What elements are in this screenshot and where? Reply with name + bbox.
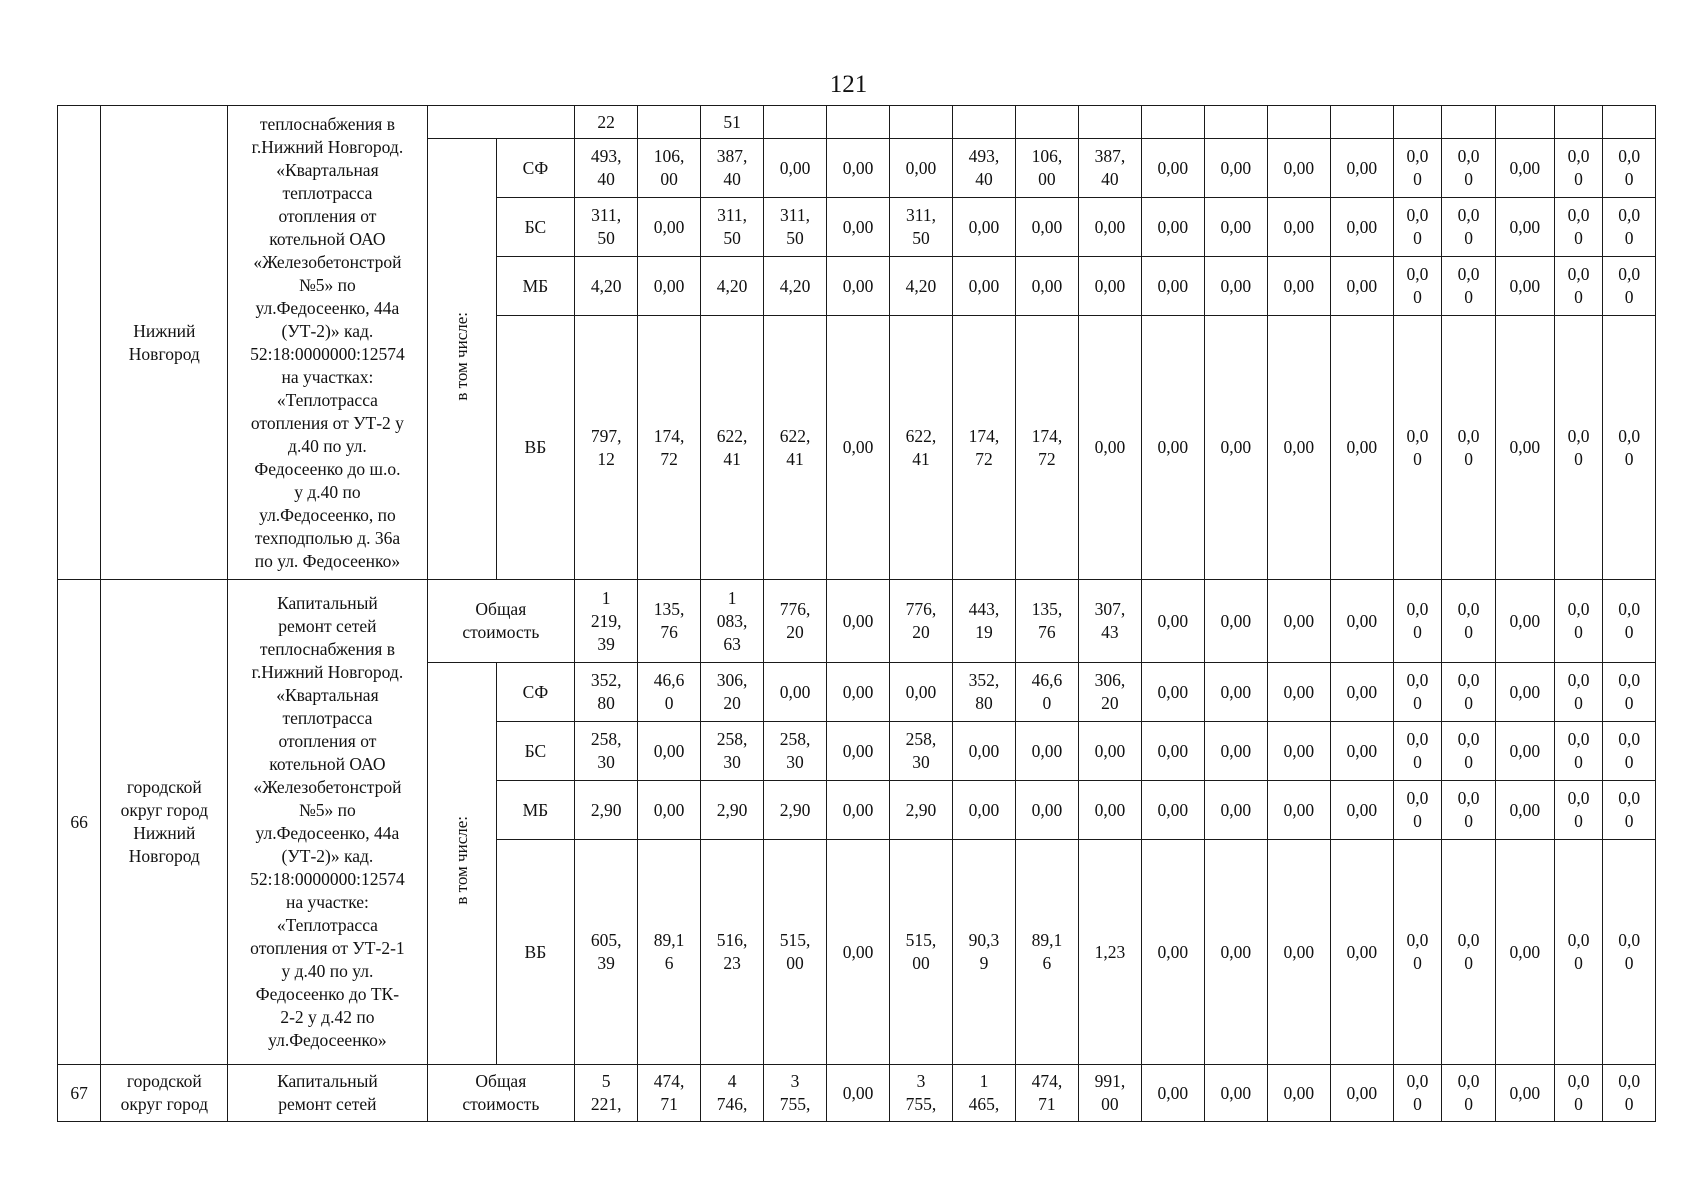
value-cell: 0,00 xyxy=(638,257,701,316)
value-cell: 0,00 xyxy=(1267,1065,1330,1122)
value-cell: 0,00 xyxy=(1267,316,1330,580)
value-cell xyxy=(827,106,890,139)
value-cell: 387, 40 xyxy=(1078,139,1141,198)
value-cell: 0,0 0 xyxy=(1442,316,1496,580)
value-cell xyxy=(1267,106,1330,139)
municipality-cell: городской округ город xyxy=(101,1065,228,1122)
value-cell: 306, 20 xyxy=(701,663,764,722)
value-cell: 0,00 xyxy=(952,781,1015,840)
value-cell: 0,00 xyxy=(1078,316,1141,580)
value-cell: 22 xyxy=(575,106,638,139)
value-cell: 776, 20 xyxy=(889,580,952,663)
value-cell: 474, 71 xyxy=(638,1065,701,1122)
value-cell: 0,00 xyxy=(1330,316,1393,580)
value-cell: 493, 40 xyxy=(575,139,638,198)
value-cell: 0,00 xyxy=(827,1065,890,1122)
value-cell: 0,0 0 xyxy=(1603,580,1656,663)
value-cell: 2,90 xyxy=(701,781,764,840)
value-cell: 0,00 xyxy=(827,580,890,663)
value-cell: 0,00 xyxy=(764,663,827,722)
value-cell xyxy=(1330,106,1393,139)
value-cell: 0,00 xyxy=(1204,840,1267,1065)
value-cell: 0,00 xyxy=(638,722,701,781)
value-cell: 1,23 xyxy=(1078,840,1141,1065)
value-cell: 0,00 xyxy=(1495,840,1554,1065)
value-cell: 4 746, xyxy=(701,1065,764,1122)
value-cell: 776, 20 xyxy=(764,580,827,663)
project-description: Капитальный ремонт сетей xyxy=(228,1065,427,1122)
value-cell: 2,90 xyxy=(764,781,827,840)
value-cell: 0,0 0 xyxy=(1442,580,1496,663)
value-cell xyxy=(764,106,827,139)
value-cell: 106, 00 xyxy=(638,139,701,198)
value-cell: 0,00 xyxy=(1141,1065,1204,1122)
value-cell: 0,00 xyxy=(952,198,1015,257)
value-cell: 135, 76 xyxy=(1015,580,1078,663)
value-cell: 0,00 xyxy=(1141,722,1204,781)
value-cell xyxy=(1603,106,1656,139)
funding-source-code: МБ xyxy=(496,257,574,316)
value-cell: 0,00 xyxy=(827,722,890,781)
table-row xyxy=(58,1065,1656,1122)
value-cell: 0,0 0 xyxy=(1603,722,1656,781)
value-cell: 0,00 xyxy=(827,781,890,840)
value-cell: 0,00 xyxy=(1078,198,1141,257)
value-cell: 0,00 xyxy=(1495,139,1554,198)
value-cell: 306, 20 xyxy=(1078,663,1141,722)
value-cell: 0,00 xyxy=(1204,1065,1267,1122)
value-cell: 311, 50 xyxy=(701,198,764,257)
value-cell: 0,00 xyxy=(1495,257,1554,316)
including-label: в том числе: xyxy=(452,816,472,905)
value-cell: 0,0 0 xyxy=(1603,781,1656,840)
table-row xyxy=(58,106,1656,139)
value-cell: 3 755, xyxy=(764,1065,827,1122)
value-cell: 0,00 xyxy=(952,722,1015,781)
value-cell: 515, 00 xyxy=(764,840,827,1065)
value-cell: 4,20 xyxy=(701,257,764,316)
value-cell: 0,00 xyxy=(1204,257,1267,316)
value-cell: 0,0 0 xyxy=(1554,139,1603,198)
value-cell: 46,6 0 xyxy=(638,663,701,722)
value-cell: 0,00 xyxy=(827,198,890,257)
row-number: 66 xyxy=(58,580,101,1065)
value-cell: 0,0 0 xyxy=(1554,316,1603,580)
value-cell: 0,00 xyxy=(1204,781,1267,840)
value-cell: 0,00 xyxy=(889,663,952,722)
value-cell: 5 221, xyxy=(575,1065,638,1122)
value-cell: 0,0 0 xyxy=(1603,663,1656,722)
value-cell: 0,00 xyxy=(1495,663,1554,722)
value-cell: 1 465, xyxy=(952,1065,1015,1122)
value-cell: 0,00 xyxy=(1141,257,1204,316)
value-cell: 0,00 xyxy=(1330,781,1393,840)
value-cell: 135, 76 xyxy=(638,580,701,663)
value-cell xyxy=(638,106,701,139)
value-cell: 258, 30 xyxy=(889,722,952,781)
value-cell: 0,0 0 xyxy=(1603,840,1656,1065)
value-cell: 515, 00 xyxy=(889,840,952,1065)
value-cell: 0,00 xyxy=(1267,257,1330,316)
value-cell: 174, 72 xyxy=(638,316,701,580)
value-cell: 0,00 xyxy=(1330,722,1393,781)
value-cell: 0,0 0 xyxy=(1393,840,1442,1065)
value-cell: 0,00 xyxy=(1015,257,1078,316)
value-cell: 443, 19 xyxy=(952,580,1015,663)
value-cell: 2,90 xyxy=(889,781,952,840)
value-cell xyxy=(1015,106,1078,139)
value-cell: 0,0 0 xyxy=(1442,840,1496,1065)
value-cell: 0,0 0 xyxy=(1393,663,1442,722)
value-cell: 0,00 xyxy=(764,139,827,198)
value-cell: 4,20 xyxy=(764,257,827,316)
project-description: теплоснабжения в г.Нижний Новгород. «Квартальная теплотрасса отопления от котельной ОАО «Железобетонстрой №5» по ул.Федосеенко, 44а (УТ-2)» кад. 52:18:0000000:12574 на участках: «Теплотрасса отопления от УТ-2 у д.40 по ул. Федосеенко до ш.о. у д.40 по ул.Федосеенко, по техподполью д. 36а по ул. Федосеенко» xyxy=(228,106,427,580)
value-cell: 622, 41 xyxy=(701,316,764,580)
value-cell: 0,0 0 xyxy=(1554,722,1603,781)
funding-source-code: СФ xyxy=(496,139,574,198)
row-number xyxy=(58,106,101,580)
value-cell: 0,00 xyxy=(638,198,701,257)
value-cell: 0,00 xyxy=(1078,257,1141,316)
value-cell: 0,0 0 xyxy=(1442,781,1496,840)
value-cell: 174, 72 xyxy=(1015,316,1078,580)
value-cell: 516, 23 xyxy=(701,840,764,1065)
value-cell: 0,00 xyxy=(1078,722,1141,781)
value-cell: 0,00 xyxy=(1495,781,1554,840)
value-cell: 0,0 0 xyxy=(1442,198,1496,257)
value-cell: 0,00 xyxy=(1267,139,1330,198)
value-cell: 0,00 xyxy=(827,257,890,316)
table-row xyxy=(58,580,1656,663)
value-cell: 0,00 xyxy=(1267,580,1330,663)
including-label-cell xyxy=(427,139,496,580)
value-cell: 89,1 6 xyxy=(1015,840,1078,1065)
value-cell: 0,00 xyxy=(1204,316,1267,580)
value-cell: 605, 39 xyxy=(575,840,638,1065)
value-cell xyxy=(1393,106,1442,139)
funding-source-code: БС xyxy=(496,198,574,257)
value-cell: 0,00 xyxy=(1330,663,1393,722)
value-cell: 1 083, 63 xyxy=(701,580,764,663)
value-cell: 3 755, xyxy=(889,1065,952,1122)
value-cell: 0,00 xyxy=(1204,663,1267,722)
including-label: в том числе: xyxy=(452,311,472,401)
value-cell xyxy=(952,106,1015,139)
value-cell: 4,20 xyxy=(575,257,638,316)
value-cell: 0,0 0 xyxy=(1554,781,1603,840)
value-cell: 311, 50 xyxy=(889,198,952,257)
value-cell: 352, 80 xyxy=(575,663,638,722)
value-cell: 991, 00 xyxy=(1078,1065,1141,1122)
value-cell: 0,00 xyxy=(1015,198,1078,257)
value-cell: 0,00 xyxy=(1141,840,1204,1065)
value-cell: 0,00 xyxy=(1495,1065,1554,1122)
value-cell: 0,0 0 xyxy=(1442,1065,1496,1122)
value-cell: 106, 00 xyxy=(1015,139,1078,198)
value-cell: 0,00 xyxy=(827,316,890,580)
value-cell: 0,00 xyxy=(638,781,701,840)
value-cell: 174, 72 xyxy=(952,316,1015,580)
value-cell: 0,00 xyxy=(1141,663,1204,722)
value-cell: 0,00 xyxy=(827,840,890,1065)
municipality-cell: Нижний Новгород xyxy=(101,106,228,580)
total-label xyxy=(427,106,575,139)
value-cell: 0,00 xyxy=(1330,139,1393,198)
value-cell: 0,00 xyxy=(1141,139,1204,198)
value-cell: 0,00 xyxy=(1267,840,1330,1065)
funding-source-code: ВБ xyxy=(496,316,574,580)
value-cell: 0,0 0 xyxy=(1442,722,1496,781)
value-cell xyxy=(889,106,952,139)
value-cell: 474, 71 xyxy=(1015,1065,1078,1122)
value-cell: 0,0 0 xyxy=(1393,257,1442,316)
value-cell xyxy=(1204,106,1267,139)
value-cell: 0,00 xyxy=(1141,580,1204,663)
value-cell: 0,0 0 xyxy=(1442,257,1496,316)
value-cell: 0,00 xyxy=(1141,781,1204,840)
value-cell: 4,20 xyxy=(889,257,952,316)
funding-source-code: СФ xyxy=(496,663,574,722)
value-cell: 0,00 xyxy=(1015,722,1078,781)
value-cell: 0,0 0 xyxy=(1393,139,1442,198)
value-cell: 0,0 0 xyxy=(1393,722,1442,781)
value-cell: 0,00 xyxy=(827,139,890,198)
value-cell: 0,00 xyxy=(1267,663,1330,722)
value-cell: 0,00 xyxy=(1204,722,1267,781)
funding-source-code: МБ xyxy=(496,781,574,840)
value-cell: 0,0 0 xyxy=(1554,840,1603,1065)
total-label: Общая стоимость xyxy=(427,1065,575,1122)
value-cell: 0,0 0 xyxy=(1603,1065,1656,1122)
value-cell: 0,00 xyxy=(1141,198,1204,257)
value-cell: 0,00 xyxy=(1495,198,1554,257)
value-cell xyxy=(1078,106,1141,139)
value-cell: 0,00 xyxy=(1204,198,1267,257)
including-label-cell xyxy=(427,663,496,1065)
value-cell: 0,00 xyxy=(1330,198,1393,257)
value-cell: 797, 12 xyxy=(575,316,638,580)
value-cell: 90,3 9 xyxy=(952,840,1015,1065)
value-cell: 0,00 xyxy=(1015,781,1078,840)
value-cell: 0,00 xyxy=(1267,722,1330,781)
value-cell: 0,0 0 xyxy=(1554,663,1603,722)
value-cell: 0,00 xyxy=(1267,198,1330,257)
value-cell: 0,0 0 xyxy=(1603,198,1656,257)
value-cell xyxy=(1554,106,1603,139)
value-cell: 622, 41 xyxy=(889,316,952,580)
value-cell: 0,0 0 xyxy=(1603,139,1656,198)
value-cell: 258, 30 xyxy=(701,722,764,781)
value-cell: 0,0 0 xyxy=(1554,198,1603,257)
value-cell: 0,0 0 xyxy=(1554,1065,1603,1122)
value-cell: 0,0 0 xyxy=(1393,316,1442,580)
value-cell: 0,00 xyxy=(1495,580,1554,663)
budget-table xyxy=(57,105,1656,1122)
value-cell xyxy=(1495,106,1554,139)
value-cell: 2,90 xyxy=(575,781,638,840)
value-cell: 0,0 0 xyxy=(1442,663,1496,722)
value-cell: 89,1 6 xyxy=(638,840,701,1065)
value-cell: 0,00 xyxy=(1141,316,1204,580)
value-cell: 0,00 xyxy=(1267,781,1330,840)
value-cell: 0,0 0 xyxy=(1393,1065,1442,1122)
value-cell: 0,00 xyxy=(1330,580,1393,663)
value-cell: 311, 50 xyxy=(764,198,827,257)
value-cell: 493, 40 xyxy=(952,139,1015,198)
value-cell: 1 219, 39 xyxy=(575,580,638,663)
value-cell: 258, 30 xyxy=(764,722,827,781)
value-cell: 0,00 xyxy=(1330,257,1393,316)
value-cell: 0,00 xyxy=(827,663,890,722)
value-cell: 0,00 xyxy=(952,257,1015,316)
value-cell: 622, 41 xyxy=(764,316,827,580)
value-cell: 0,00 xyxy=(1078,781,1141,840)
value-cell: 0,0 0 xyxy=(1554,257,1603,316)
funding-source-code: БС xyxy=(496,722,574,781)
value-cell: 0,0 0 xyxy=(1603,257,1656,316)
value-cell: 307, 43 xyxy=(1078,580,1141,663)
value-cell: 46,6 0 xyxy=(1015,663,1078,722)
value-cell: 0,00 xyxy=(1330,1065,1393,1122)
row-number: 67 xyxy=(58,1065,101,1122)
value-cell: 311, 50 xyxy=(575,198,638,257)
value-cell: 0,00 xyxy=(1330,840,1393,1065)
value-cell: 0,0 0 xyxy=(1393,198,1442,257)
value-cell: 51 xyxy=(701,106,764,139)
value-cell: 0,0 0 xyxy=(1442,139,1496,198)
value-cell: 0,00 xyxy=(1495,722,1554,781)
value-cell: 0,00 xyxy=(1495,316,1554,580)
municipality-cell: городской округ город Нижний Новгород xyxy=(101,580,228,1065)
value-cell: 0,00 xyxy=(889,139,952,198)
value-cell: 0,0 0 xyxy=(1393,580,1442,663)
value-cell: 0,0 0 xyxy=(1554,580,1603,663)
value-cell: 0,0 0 xyxy=(1603,316,1656,580)
project-description: Капитальный ремонт сетей теплоснабжения в г.Нижний Новгород. «Квартальная теплотрасса отопления от котельной ОАО «Железобетонстрой №5» по ул.Федосеенко, 44а (УТ-2)» кад. 52:18:0000000:12574 на участке: «Теплотрасса отопления от УТ-2-1 у д.40 по ул. Федосеенко до ТК- 2-2 у д.42 по ул.Федосеенко» xyxy=(228,580,427,1065)
value-cell: 387, 40 xyxy=(701,139,764,198)
total-label: Общая стоимость xyxy=(427,580,575,663)
funding-source-code: ВБ xyxy=(496,840,574,1065)
value-cell: 0,00 xyxy=(1204,580,1267,663)
value-cell: 0,00 xyxy=(1204,139,1267,198)
value-cell: 258, 30 xyxy=(575,722,638,781)
value-cell: 0,0 0 xyxy=(1393,781,1442,840)
value-cell: 352, 80 xyxy=(952,663,1015,722)
value-cell xyxy=(1442,106,1496,139)
value-cell xyxy=(1141,106,1204,139)
page-number: 121 xyxy=(829,71,868,98)
